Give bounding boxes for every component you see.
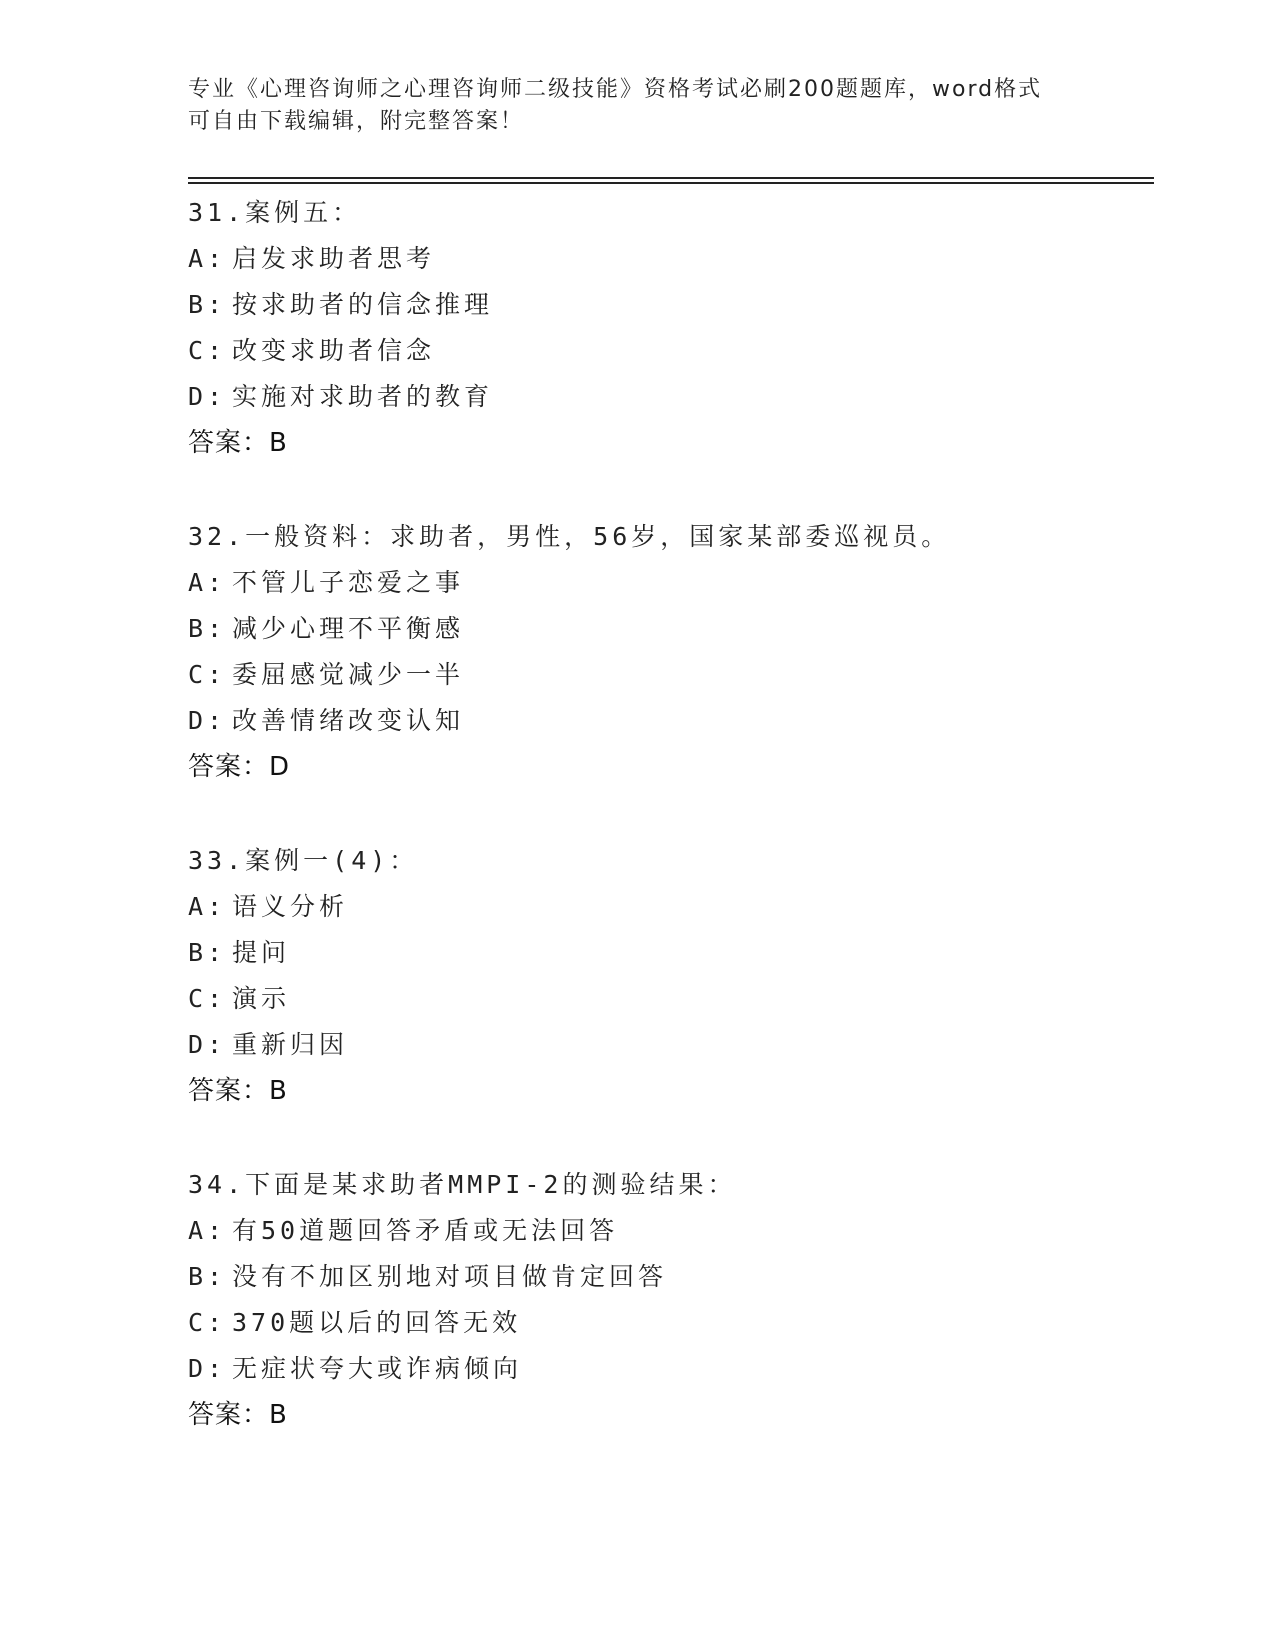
option-text: 改善情绪改变认知 xyxy=(232,706,465,735)
option-text: 启发求助者思考 xyxy=(232,244,436,273)
question-stem: 33.案例一(4)： xyxy=(188,846,419,875)
option-text: 重新归因 xyxy=(232,1030,349,1059)
question-31 xyxy=(188,190,1148,466)
document-header xyxy=(188,74,1088,138)
option-text: 没有不加区别地对项目做肯定回答 xyxy=(232,1262,668,1291)
option-c xyxy=(188,1300,1148,1346)
answer-line xyxy=(188,1068,1148,1114)
answer-prefix: 答案： xyxy=(188,1076,270,1106)
answer-prefix: 答案： xyxy=(188,428,270,458)
header-line-2: 可自由下载编辑，附完整答案！ xyxy=(188,109,525,134)
option-text: 提问 xyxy=(232,938,291,967)
option-text: 委屈感觉减少一半 xyxy=(232,660,465,689)
option-text: 不管儿子恋爱之事 xyxy=(232,568,465,597)
option-label: A: xyxy=(188,244,227,273)
option-label: B: xyxy=(188,1262,227,1291)
option-text: 实施对求助者的教育 xyxy=(232,382,494,411)
option-text: 语义分析 xyxy=(232,892,349,921)
option-label: D: xyxy=(188,1030,227,1059)
question-list xyxy=(188,190,1148,1438)
question-stem: 32.一般资料：求助者，男性，56岁，国家某部委巡视员。 xyxy=(188,522,951,551)
option-label: D: xyxy=(188,706,227,735)
answer-line xyxy=(188,1392,1148,1438)
option-label: D: xyxy=(188,1354,227,1383)
option-label: D: xyxy=(188,382,227,411)
option-c xyxy=(188,328,1148,374)
option-a xyxy=(188,236,1148,282)
option-b xyxy=(188,606,1148,652)
option-text: 有50道题回答矛盾或无法回答 xyxy=(232,1216,619,1245)
header-line-1: 专业《心理咨询师之心理咨询师二级技能》资格考试必刷200题题库，word格式 xyxy=(188,77,1043,102)
answer-line xyxy=(188,744,1148,790)
option-b xyxy=(188,282,1148,328)
option-b xyxy=(188,930,1148,976)
option-c xyxy=(188,976,1148,1022)
option-label: C: xyxy=(188,336,227,365)
question-33 xyxy=(188,838,1148,1114)
option-label: C: xyxy=(188,1308,227,1337)
option-label: B: xyxy=(188,614,227,643)
option-text: 按求助者的信念推理 xyxy=(232,290,494,319)
option-label: A: xyxy=(188,1216,227,1245)
question-stem: 31.案例五： xyxy=(188,198,362,227)
option-d xyxy=(188,1346,1148,1392)
option-b xyxy=(188,1254,1148,1300)
option-text: 无症状夸大或诈病倾向 xyxy=(232,1354,523,1383)
question-34 xyxy=(188,1162,1148,1438)
answer-value: B xyxy=(269,1400,288,1430)
question-32 xyxy=(188,514,1148,790)
answer-value: B xyxy=(269,428,288,458)
option-text: 370题以后的回答无效 xyxy=(232,1308,522,1337)
option-c xyxy=(188,652,1148,698)
option-label: A: xyxy=(188,568,227,597)
answer-prefix: 答案： xyxy=(188,1400,270,1430)
option-a xyxy=(188,560,1148,606)
option-label: C: xyxy=(188,660,227,689)
option-d xyxy=(188,374,1148,420)
question-stem: 34.下面是某求助者MMPI-2的测验结果： xyxy=(188,1170,737,1199)
option-text: 减少心理不平衡感 xyxy=(232,614,465,643)
option-a xyxy=(188,1208,1148,1254)
answer-value: D xyxy=(269,752,291,782)
option-label: A: xyxy=(188,892,227,921)
option-d xyxy=(188,698,1148,744)
header-rule-bottom xyxy=(188,182,1154,184)
option-label: B: xyxy=(188,290,227,319)
option-d xyxy=(188,1022,1148,1068)
option-a xyxy=(188,884,1148,930)
answer-value: B xyxy=(269,1076,288,1106)
option-label: C: xyxy=(188,984,227,1013)
header-rule-top xyxy=(188,177,1154,179)
answer-line xyxy=(188,420,1148,466)
answer-prefix: 答案： xyxy=(188,752,270,782)
option-text: 演示 xyxy=(232,984,291,1013)
option-text: 改变求助者信念 xyxy=(232,336,436,365)
option-label: B: xyxy=(188,938,227,967)
